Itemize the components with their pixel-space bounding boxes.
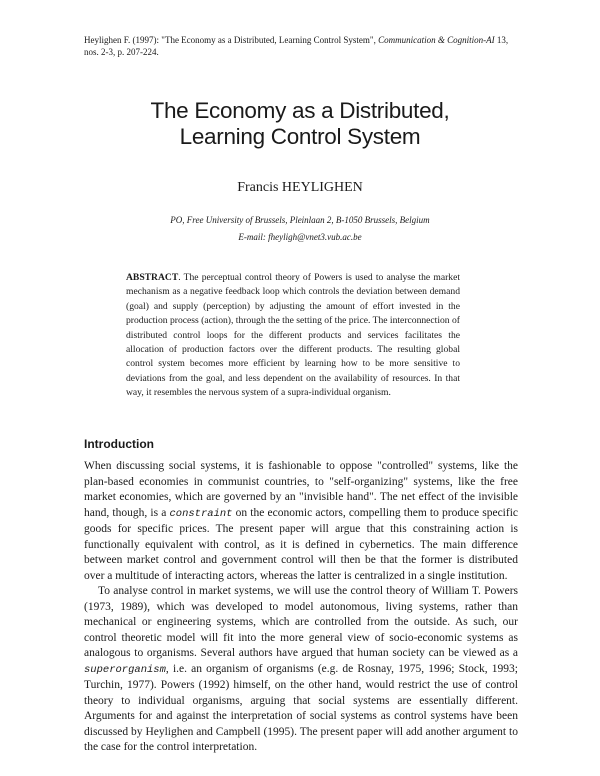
affiliation-email: E-mail: fheyligh@vnet3.vub.ac.be xyxy=(238,232,362,242)
title-line-1: The Economy as a Distributed, xyxy=(150,98,450,123)
paper-title xyxy=(0,98,600,150)
emphasis-superorganism: superorganism xyxy=(84,663,166,676)
affiliation-address: PO, Free University of Brussels, Pleinlaan 2, B-1050 Brussels, Belgium xyxy=(170,215,430,225)
abstract-text: . The perceptual control theory of Powers is used to analyse the market mechanism as a negative feedback loop which controls the deviation between demand (goal) and supply (perception) by adjusting the amount of effort invested in the production process (action), through the the setting of the price. The interconnection of distributed control loops for the different products and services facilitates the allocation of production factors over the different products. The resulting global control system becomes more efficient by learning how to be more sensitive to deviations from the goal, and less dependent on the availability of resources. In that way, it resembles the nervous system of a supra-individual organism. xyxy=(126,272,460,399)
paragraph-2-part-a: To analyse control in market systems, we will use the control theory of William T. Powers (1973, 1989), which was developed to model autonomous, living systems, rather than mechanical or engineering systems, which are controlled from the outside. As such, our control theoretic model will fit into the more general view of socio-economic systems as analogous to organisms. Several authors have argued that human society can be viewed as a xyxy=(84,585,518,659)
paragraph-1 xyxy=(84,459,518,584)
title-line-2: Learning Control System xyxy=(179,124,421,149)
abstract-label: ABSTRACT xyxy=(126,272,179,283)
abstract xyxy=(126,271,460,401)
citation-header xyxy=(84,34,524,58)
section-heading: Introduction xyxy=(84,437,154,451)
author-name: Francis HEYLIGHEN xyxy=(237,180,363,195)
paragraph-1-part-b: on the economic actors, compelling them to produce specific goods for specific prices. The present paper will argue that this constraining action is functionally equivalent with control, as it is defined in cybernetics. The main difference between market control and government control will then be that the former is distributed over a multitude of interacting actors, whereas the latter is centralized in a single institution. xyxy=(84,506,518,582)
emphasis-constraint: constraint xyxy=(169,507,233,520)
paragraph-1-part-a: When discussing social systems, it is fashionable to oppose "controlled" systems, like the plan-based economies in communist countries, to "self-organizing" systems, like the free market economies, which are governed by an "invisible hand". The net effect of the invisible hand, though, is a xyxy=(84,460,518,519)
citation-reference: Heylighen F. (1997): "The Economy as a Distributed, Learning Control System", xyxy=(84,35,376,45)
citation-journal: Communication & Cognition-AI xyxy=(378,35,495,45)
affiliation-block xyxy=(0,212,600,246)
paragraph-2-part-b: , i.e. an organism of organisms (e.g. de Rosnay, 1975, 1996; Stock, 1993; Turchin, 1977). Powers (1992) himself, on the other hand, would restrict the use of control theory to individual organisms, arguing that social systems are essentially different. Arguments for and against the interpretation of social systems as control systems have been discussed by Heylighen and Campbell (1995). The present paper will add another argument to the case for the control interpretation. xyxy=(84,662,518,753)
body-text xyxy=(84,459,518,756)
citation-volume-pages: 13, nos. 2-3, p. 207-224. xyxy=(84,35,509,57)
paragraph-2 xyxy=(84,584,518,756)
